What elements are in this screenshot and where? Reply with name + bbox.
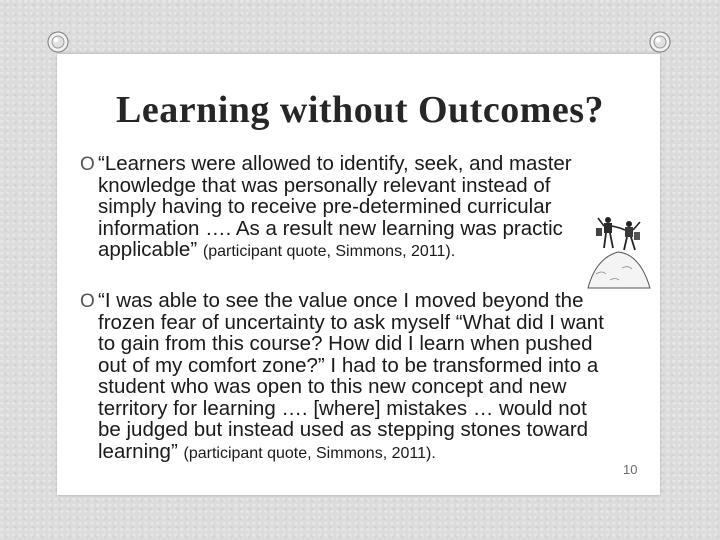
bullet-line: student who was open to this new concept and new: [98, 375, 567, 398]
bullet-line: simply having to receive pre-determined curricular: [98, 195, 552, 218]
citation: (participant quote, Simmons, 2011).: [202, 243, 456, 260]
bullet-line: out of my comfort zone?” I had to be transformed into a: [98, 353, 599, 377]
bullet-line: to gain from this course? How did I learn when pushed: [98, 332, 593, 355]
bullet-last-line: [98, 441, 436, 465]
bullet-line: be judged but instead used as stepping stones toward: [98, 418, 589, 441]
bullet-line: territory for learning …. [where] mistakes … would not: [98, 396, 587, 420]
bullet-last-line: [98, 239, 455, 263]
quote-end: learning”: [98, 439, 178, 463]
slide-page-number: 10: [623, 462, 638, 477]
pushpin-icon: [46, 30, 70, 54]
people-on-hill-clipart: [582, 208, 654, 290]
bullet-marker: O: [80, 291, 95, 312]
pushpin-icon: [648, 30, 672, 54]
slide-title: Learning without Outcomes?: [116, 89, 604, 131]
citation: (participant quote, Simmons, 2011).: [183, 444, 436, 462]
bullet-marker: O: [80, 154, 95, 175]
quote-end: applicable”: [98, 238, 198, 261]
bullet-line: frozen fear of uncertainty to ask myself “What did I want: [98, 310, 604, 334]
bullet-line: information …. As a result new learning was practic: [98, 216, 563, 240]
bullet-line: “Learners were allowed to identify, seek, and master: [98, 152, 572, 175]
bullet-line: knowledge that was personally relevant instead of: [98, 173, 551, 197]
bullet-line: “I was able to see the value once I moved beyond the: [98, 289, 584, 312]
